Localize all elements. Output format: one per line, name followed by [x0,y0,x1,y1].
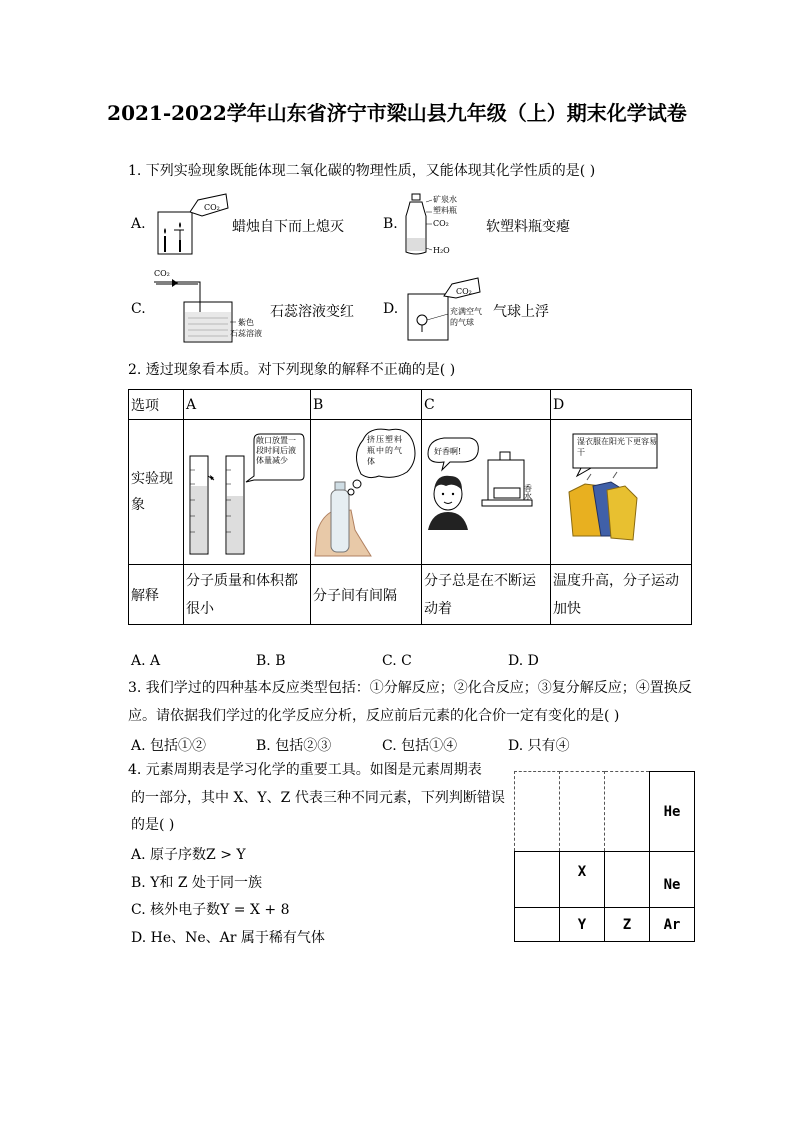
q2-cell-b-figure [311,420,422,565]
pt-cell-y: Y [560,908,605,942]
pt-cell-z: Z [605,908,650,942]
q2-explanation-d: 温度升高，分子运动加快 [551,565,692,625]
q1-figure-d [400,276,495,346]
q1-figure-a [150,190,230,260]
q1-d-label-air: 充满空气 [450,307,482,316]
q2-explanation-c: 分子总是在不断运动着 [422,565,551,625]
q3-option-d[interactable]: D. 只有④ [508,738,570,754]
q2-row-explanation-label: 解释 [129,565,184,625]
q2-c-bubble-text: 好香啊! [434,447,462,456]
q3-option-b[interactable]: B. 包括②③ [256,738,332,754]
q2-header-option: 选项 [129,390,184,420]
q2-cell-d-figure [551,420,692,565]
q4-stem-line2: 的一部分，其中 X、Y、Z 代表三种不同元素，下列判断错误 [131,790,505,806]
q2-header-c: C [422,390,551,420]
q1-b-label-h2o: H₂O [433,246,450,255]
pt-cell-x: X [560,852,605,908]
q1-option-b-letter[interactable]: B. [383,216,398,232]
q4-option-c[interactable]: C. 核外电子数Y = X + 8 [131,902,290,918]
q2-cell-c-figure [422,420,551,565]
q3-option-c[interactable]: C. 包括①④ [382,738,458,754]
q1-b-label-mineral: 矿泉水 [433,195,457,204]
pt-cell-empty [515,772,560,852]
q2-option-d[interactable]: D. D [508,653,539,669]
q1-b-label-bottle: 塑料瓶 [433,206,457,215]
q2-c-bottle-label: 香水 [523,484,533,500]
q2-header-d: D [551,390,692,420]
q4-option-b[interactable]: B. Y和 Z 处于同一族 [131,875,263,891]
q2-table [128,389,692,625]
pt-cell-ne: Ne [650,852,695,908]
q1-option-b-caption: 软塑料瓶变瘪 [486,219,570,235]
q1-b-label-co2: CO₂ [433,219,449,228]
q1-option-d-caption: 气球上浮 [493,304,549,320]
q3-option-a[interactable]: A. 包括①② [131,738,207,754]
q2-explanation-a: 分子质量和体积都很小 [184,565,311,625]
pt-cell-empty [605,772,650,852]
q1-d-co2-label: CO₂ [456,287,472,296]
q2-figure-c [422,420,546,560]
q4-stem-line1: 4. 元素周期表是学习化学的重要工具。如图是元素周期表 [128,762,482,778]
q1-option-a-letter[interactable]: A. [131,216,146,232]
q1-c-label-litmus: 石蕊溶液 [230,329,262,338]
q4-option-d[interactable]: D. He、Ne、Ar 属于稀有气体 [131,930,325,946]
pt-cell-empty [515,852,560,908]
pt-cell-he: He [650,772,695,852]
pt-cell-empty [605,852,650,908]
q1-figure-b [400,190,480,262]
q2-option-c[interactable]: C. C [382,653,412,669]
q4-option-a[interactable]: A. 原子序数Z > Y [131,847,246,863]
page-title: 2021-2022学年山东省济宁市梁山县九年级（上）期末化学试卷 [107,101,687,125]
q2-option-a[interactable]: A. A [131,653,161,669]
q2-figure-b [311,420,417,560]
q2-stem: 2. 透过现象看本质。对下列现象的解释不正确的是( ) [128,362,456,378]
q4-stem-line3: 的是( ) [131,817,175,833]
q1-stem: 1. 下列实验现象既能体现二氧化碳的物理性质，又能体现其化学性质的是( ) [128,163,596,179]
q2-a-bubble-text: 敞口放置一段时间后液体量减少 [256,436,296,465]
q1-c-co2-label: CO₂ [154,269,170,278]
q2-header-b: B [311,390,422,420]
q2-explanation-b: 分子间有间隔 [311,565,422,625]
q1-option-c-letter[interactable]: C. [131,301,146,317]
q1-d-label-balloon: 的气球 [450,318,474,327]
q2-figure-d [551,420,687,560]
q1-a-co2-label: CO₂ [204,203,220,212]
q2-header-a: A [184,390,311,420]
q2-option-b[interactable]: B. B [256,653,286,669]
q1-option-a-caption: 蜡烛自下而上熄灭 [232,219,344,235]
q1-figure-c [150,266,270,346]
q1-option-c-caption: 石蕊溶液变红 [270,304,354,320]
q2-row-phenomenon-label: 实验现象 [129,420,184,565]
q2-cell-a-figure [184,420,311,565]
q1-option-d-letter[interactable]: D. [383,301,399,317]
q3-stem-line2: 应。请依据我们学过的化学反应分析，反应前后元素的化合价一定有变化的是( ) [128,708,620,724]
q1-c-label-purple: 紫色 [238,318,254,327]
pt-cell-ar: Ar [650,908,695,942]
pt-cell-empty [515,908,560,942]
q3-stem-line1: 3. 我们学过的四种基本反应类型包括：①分解反应；②化合反应；③复分解反应；④置换反 [128,680,692,696]
q4-periodic-table [514,771,695,942]
q2-figure-a [184,420,306,560]
q2-b-bubble-text: 挤压塑料瓶中的气体 [367,435,403,466]
q2-d-bubble-text: 湿衣服在阳光下更容易干 [577,437,657,457]
pt-cell-empty [560,772,605,852]
